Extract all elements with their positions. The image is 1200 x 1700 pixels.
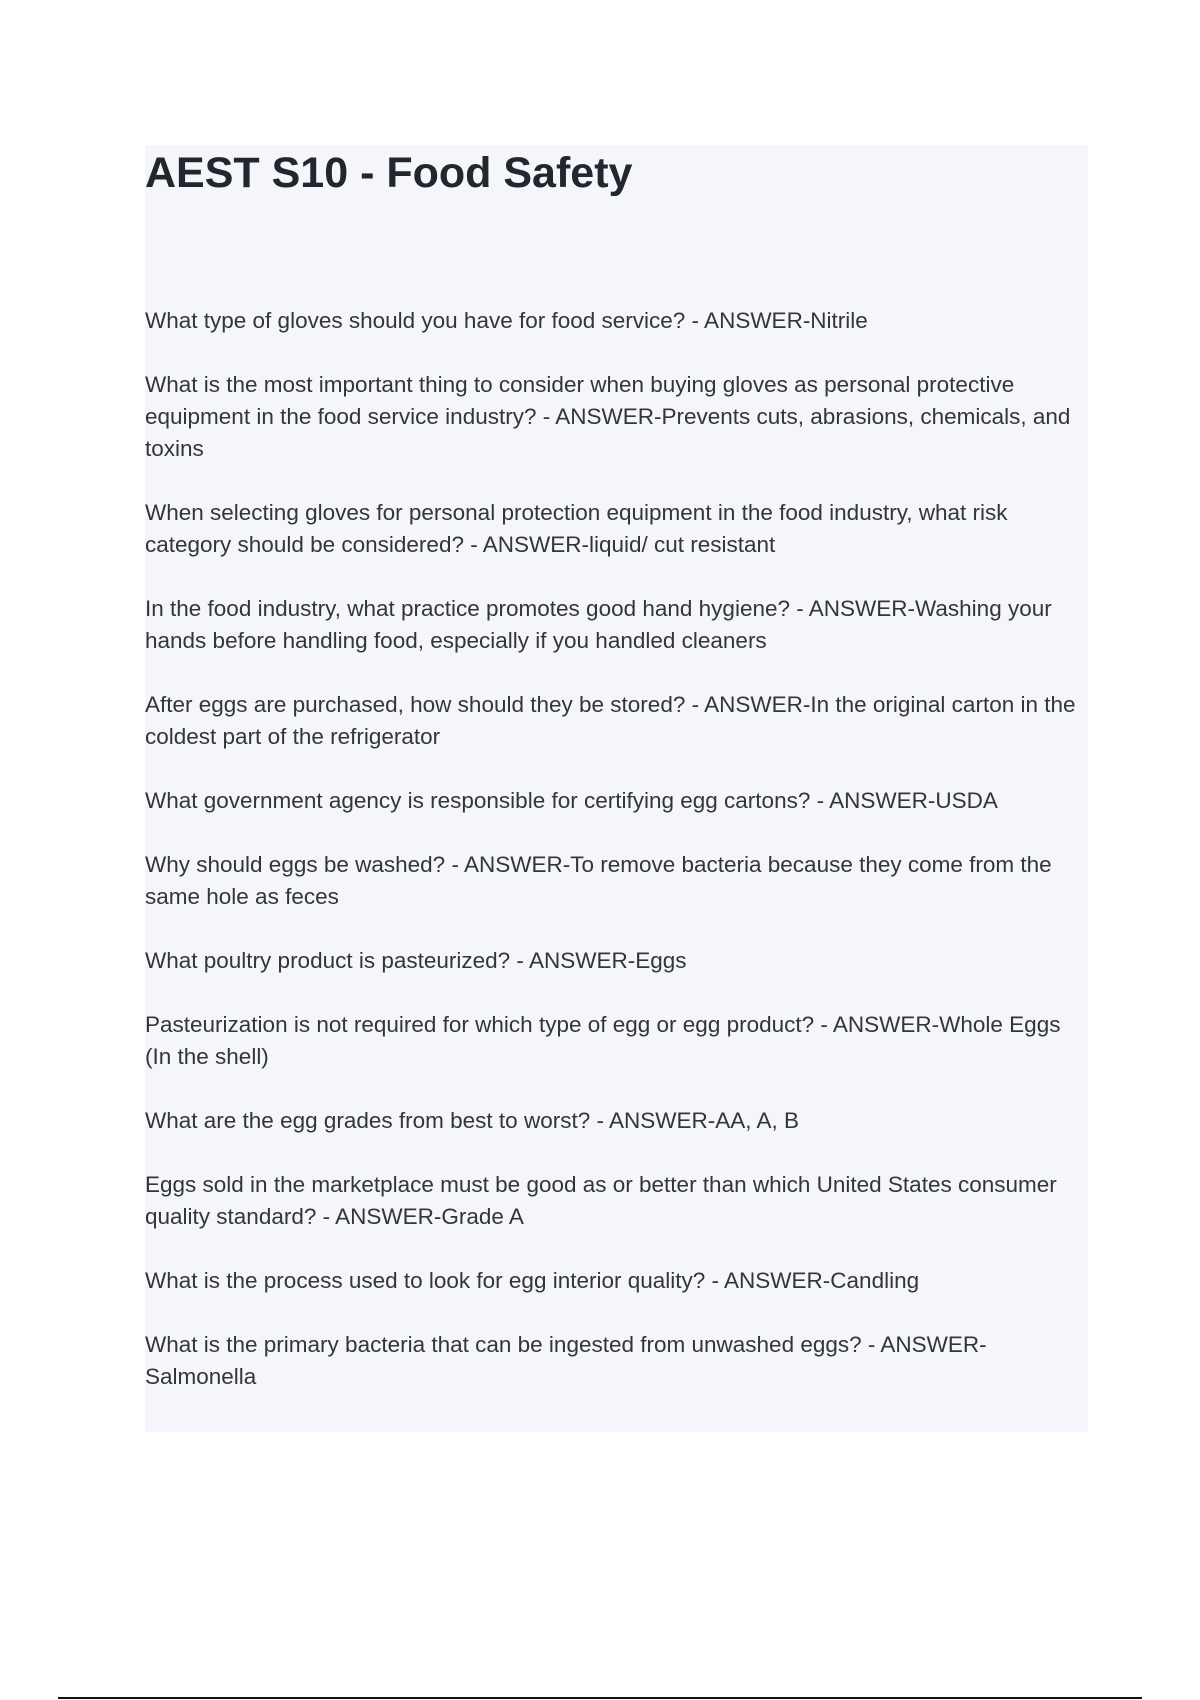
qa-item-3: When selecting gloves for personal protection equipment in the food industry, what risk category should be considered? - ANSWER-liquid/ cut resistant xyxy=(145,500,1008,557)
qa-item-6: What government agency is responsible for certifying egg cartons? - ANSWER-USDA xyxy=(145,788,998,813)
qa-item-13: What is the primary bacteria that can be ingested from unwashed eggs? - ANSWER-Salmonella xyxy=(145,1332,987,1389)
qa-item-8: What poultry product is pasteurized? - ANSWER-Eggs xyxy=(145,948,687,973)
footer-divider xyxy=(58,1697,1142,1699)
qa-list xyxy=(145,305,1085,1425)
qa-item-4: In the food industry, what practice promotes good hand hygiene? - ANSWER-Washing your hands before handling food, especially if you handled cleaners xyxy=(145,596,1052,653)
qa-item-1: What type of gloves should you have for food service? - ANSWER-Nitrile xyxy=(145,308,868,333)
qa-item-10: What are the egg grades from best to worst? - ANSWER-AA, A, B xyxy=(145,1108,800,1133)
qa-item-9: Pasteurization is not required for which type of egg or egg product? - ANSWER-Whole Eggs (In the shell) xyxy=(145,1012,1061,1069)
qa-item-5: After eggs are purchased, how should they be stored? - ANSWER-In the original carton in the coldest part of the refrigerator xyxy=(145,692,1076,749)
qa-item-11: Eggs sold in the marketplace must be good as or better than which United States consumer quality standard? - ANSWER-Grade A xyxy=(145,1172,1057,1229)
qa-item-7: Why should eggs be washed? - ANSWER-To remove bacteria because they come from the same hole as feces xyxy=(145,852,1052,909)
page-title: AEST S10 - Food Safety xyxy=(145,149,633,197)
qa-item-12: What is the process used to look for egg interior quality? - ANSWER-Candling xyxy=(145,1268,920,1293)
content-block xyxy=(145,145,1088,1432)
qa-item-2: What is the most important thing to consider when buying gloves as personal protective equipment in the food service industry? - ANSWER-Prevents cuts, abrasions, chemicals, and toxins xyxy=(145,372,1071,461)
